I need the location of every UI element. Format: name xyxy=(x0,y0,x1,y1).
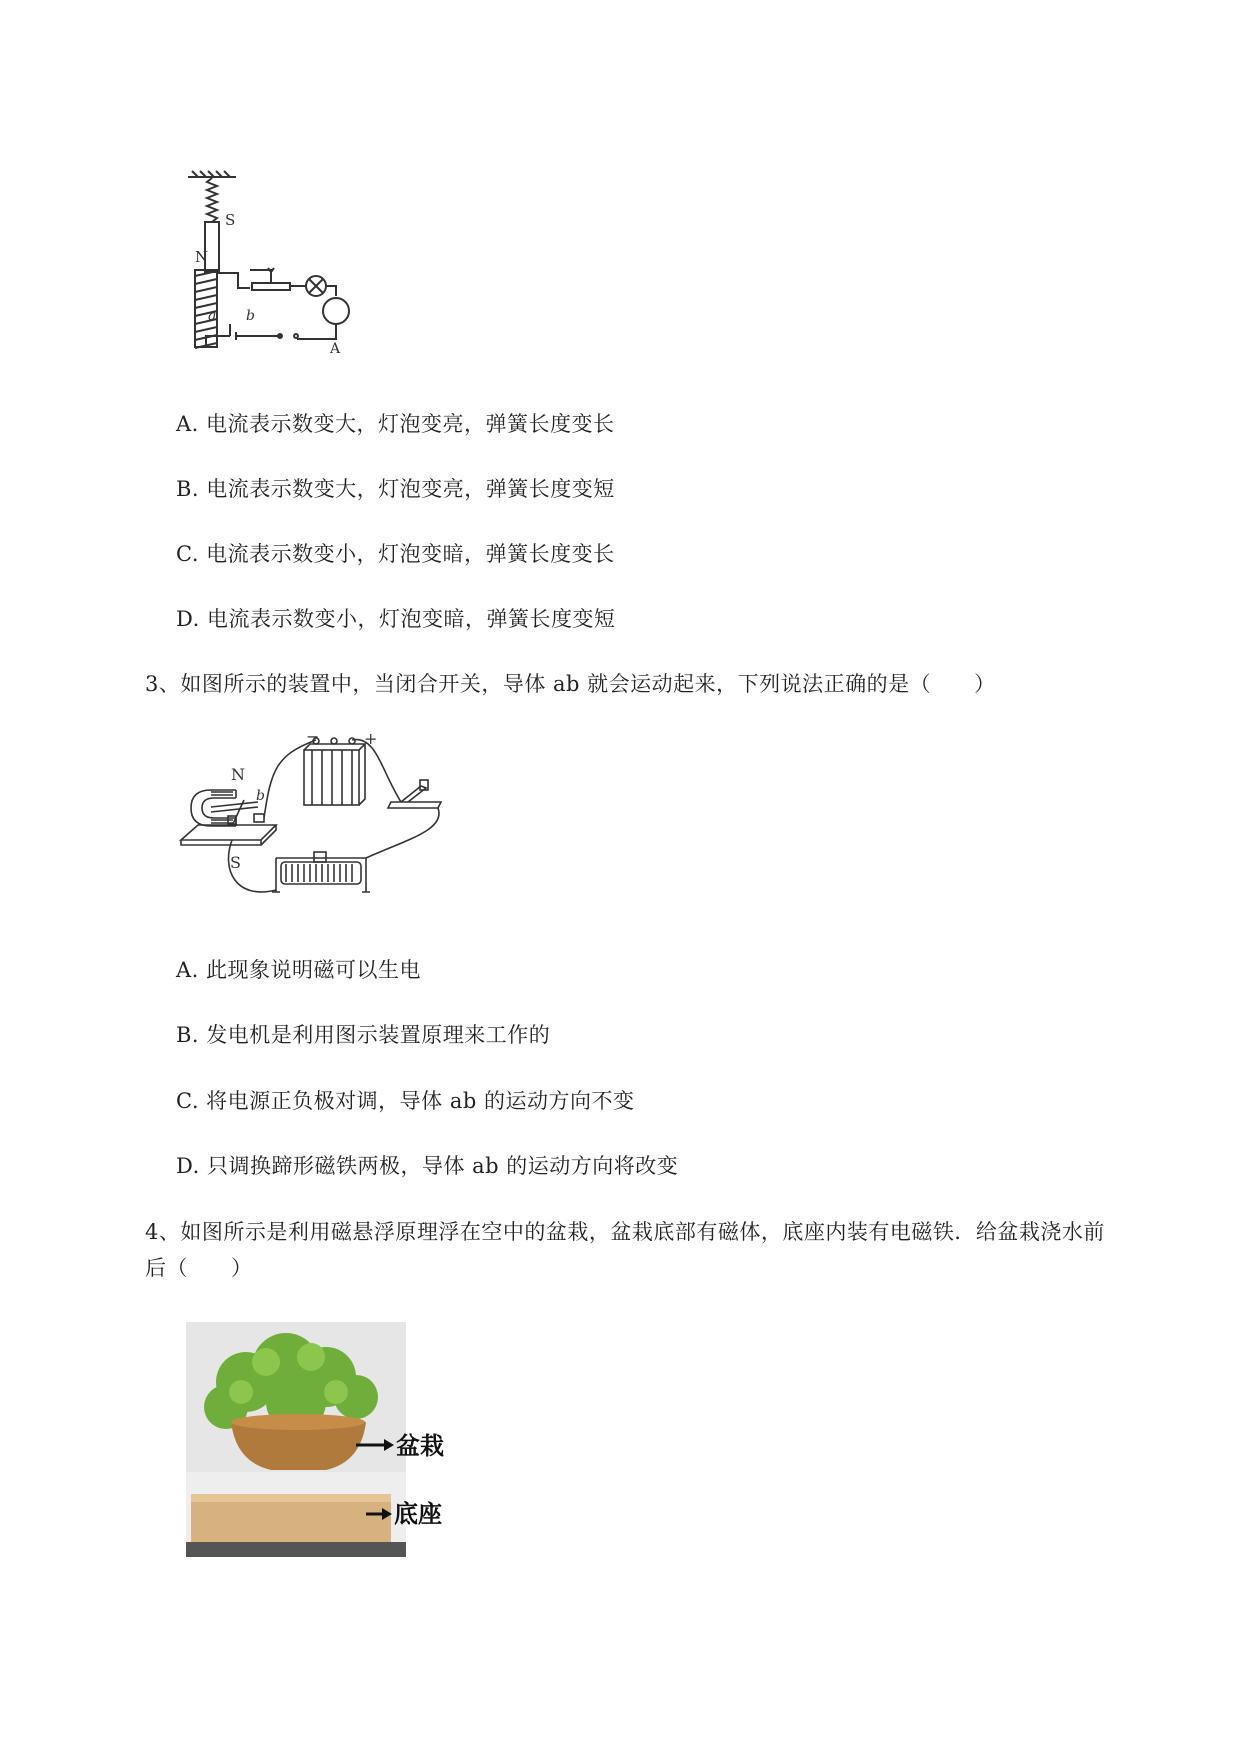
figure1-label-s: S xyxy=(225,211,236,229)
figure3-label-b: b xyxy=(256,788,265,804)
q3-option-d: D. 只调换蹄形磁铁两极，导体 ab 的运动方向将改变 xyxy=(176,1154,679,1178)
figure4-label-base: 底座 xyxy=(394,1499,442,1528)
figure-motor-apparatus xyxy=(176,730,466,920)
q4-stem-line2: 后（ ） xyxy=(145,1256,253,1280)
q3-stem: 3、如图所示的装置中，当闭合开关，导体 ab 就会运动起来，下列说法正确的是（ ） xyxy=(145,672,996,696)
q2-option-d: D. 电流表示数变小，灯泡变暗，弹簧长度变短 xyxy=(176,607,616,631)
q4-stem-line1: 4、如图所示是利用磁悬浮原理浮在空中的盆栽，盆栽底部有磁体，底座内装有电磁铁．给盆栽浇水前 xyxy=(145,1220,1105,1244)
figure3-label-minus: − xyxy=(306,730,320,746)
q2-option-a: A. 电流表示数变大，灯泡变亮，弹簧长度变长 xyxy=(176,412,615,436)
figure1-label-ammeter: A xyxy=(330,341,341,355)
figure1-label-b: b xyxy=(246,308,255,324)
figure4-label-pot: 盆栽 xyxy=(396,1431,444,1460)
figure1-label-n: N xyxy=(195,248,209,266)
figure-levitating-bonsai xyxy=(186,1322,466,1557)
q2-option-c: C. 电流表示数变小，灯泡变暗，弹簧长度变长 xyxy=(176,542,615,566)
q3-option-b: B. 发电机是利用图示装置原理来工作的 xyxy=(176,1023,551,1047)
figure3-label-s: S xyxy=(230,853,241,872)
q3-option-a: A. 此现象说明磁可以生电 xyxy=(176,958,422,982)
q3-option-c: C. 将电源正负极对调，导体 ab 的运动方向不变 xyxy=(176,1089,635,1113)
figure1-label-a: a xyxy=(208,308,217,324)
q2-option-b: B. 电流表示数变大，灯泡变亮，弹簧长度变短 xyxy=(176,477,615,501)
figure-spring-electromagnet-circuit xyxy=(170,170,370,355)
figure3-label-plus: + xyxy=(364,730,378,748)
figure3-label-n: N xyxy=(231,765,245,784)
